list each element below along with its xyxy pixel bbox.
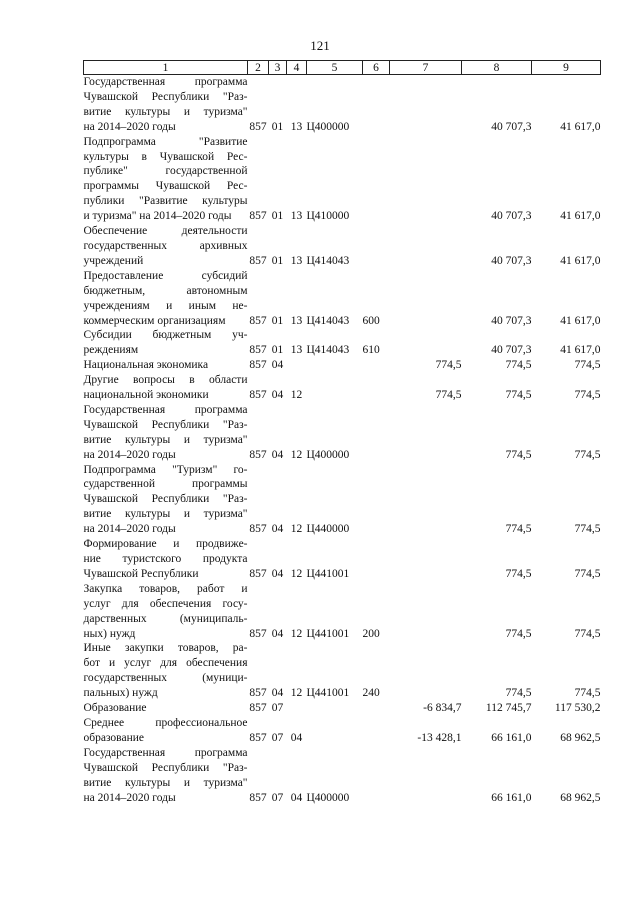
row-name-line: витие культуры и туризма" <box>83 508 248 521</box>
expense-type-code: 600 <box>362 314 380 327</box>
row-name-line: услуг для обеспечения госу- <box>83 597 248 610</box>
row-name <box>84 463 248 538</box>
section-code: 04 <box>271 627 284 640</box>
section-code: 07 <box>271 791 284 804</box>
row-name-line: коммерческим организациям <box>83 314 226 327</box>
expense-type-code: 240 <box>362 687 380 700</box>
amount-year-1: 40 707,3 <box>491 344 532 357</box>
amount-year-2: 41 617,0 <box>560 254 601 267</box>
subsection-code <box>287 701 307 716</box>
target-article-code <box>307 373 363 403</box>
amount-year-2: 41 617,0 <box>560 344 601 357</box>
row-name-line: национальной экономики <box>83 389 209 402</box>
amount-change <box>390 269 462 329</box>
row-name-line: государственных архивных <box>83 239 248 252</box>
amount-change: -13 428,1 <box>417 731 462 744</box>
expense-type-code <box>363 463 390 538</box>
amount-change <box>390 746 462 806</box>
row-name <box>84 403 248 463</box>
header-cell: 7 <box>390 61 462 75</box>
row-name-line: дарственных (муниципаль- <box>83 612 248 625</box>
admin-code: 857 <box>249 389 267 402</box>
row-name <box>84 269 248 329</box>
row-name-line: Государственная программа <box>83 746 248 759</box>
row-name-line: Обеспечение деятельности <box>83 225 248 238</box>
expense-type-code <box>363 75 390 135</box>
row-name <box>84 373 248 403</box>
amount-year-2: 774,5 <box>574 523 601 536</box>
admin-code: 857 <box>249 120 267 133</box>
admin-code: 857 <box>249 523 267 536</box>
amount-year-1: 40 707,3 <box>491 120 532 133</box>
amount-change <box>390 537 462 582</box>
row-name-line: Чувашской Республики "Раз- <box>83 90 248 103</box>
row-name-line: культуры в Чувашской Рес- <box>83 150 248 163</box>
amount-year-1: 774,5 <box>505 448 532 461</box>
section-code: 04 <box>271 448 284 461</box>
admin-code: 857 <box>249 448 267 461</box>
target-article-code: Ц441001 <box>306 567 350 580</box>
expense-type-code <box>363 701 390 716</box>
amount-year-2: 68 962,5 <box>560 791 601 804</box>
row-name-line: Формирование и продвиже- <box>83 538 248 551</box>
admin-code: 857 <box>249 314 267 327</box>
target-article-code <box>307 716 363 746</box>
header-cell: 4 <box>287 61 307 75</box>
row-name-line: на 2014–2020 годы <box>83 448 176 461</box>
amount-year-1: 40 707,3 <box>491 254 532 267</box>
amount-year-1: 112 745,7 <box>485 702 532 715</box>
subsection-code: 13 <box>290 314 303 327</box>
section-code: 07 <box>271 731 284 744</box>
header-cell: 2 <box>248 61 269 75</box>
section-code: 04 <box>271 389 284 402</box>
amount-change <box>390 463 462 538</box>
subsection-code: 13 <box>290 120 303 133</box>
row-name-line: витие культуры и туризма" <box>83 433 248 446</box>
row-name-line: Субсидии бюджетным уч- <box>83 329 248 342</box>
header-cell: 1 <box>84 61 248 75</box>
table-row <box>84 746 601 806</box>
row-name <box>84 716 248 746</box>
admin-code: 857 <box>249 210 267 223</box>
row-name-line: бот и услуг для обеспечения <box>83 657 248 670</box>
row-name-line: публики "Развитие культуры <box>83 195 248 208</box>
section-code: 04 <box>271 687 284 700</box>
target-article-code: Ц400000 <box>306 448 350 461</box>
row-name <box>84 537 248 582</box>
target-article-code: Ц414043 <box>306 314 350 327</box>
header-cell: 3 <box>269 61 287 75</box>
table-row <box>84 403 601 463</box>
amount-year-2: 774,5 <box>574 448 601 461</box>
row-name-line: Подпрограмма "Туризм" го- <box>83 463 248 476</box>
section-code: 01 <box>271 344 284 357</box>
row-name-line: Чувашской Республики "Раз- <box>83 418 248 431</box>
subsection-code: 13 <box>290 210 303 223</box>
amount-year-2: 774,5 <box>574 567 601 580</box>
row-name <box>84 75 248 135</box>
table-row <box>84 701 601 716</box>
section-code: 01 <box>271 210 284 223</box>
admin-code: 857 <box>249 791 267 804</box>
amount-change <box>390 403 462 463</box>
amount-change <box>390 582 462 642</box>
expense-type-code <box>363 135 390 224</box>
subsection-code: 12 <box>290 627 303 640</box>
expense-type-code <box>363 716 390 746</box>
table-body <box>84 75 601 806</box>
row-name-line: Национальная экономика <box>83 359 209 372</box>
expense-type-code <box>363 537 390 582</box>
row-name-line: государственных (муници- <box>83 672 248 685</box>
section-code: 04 <box>271 359 284 372</box>
target-article-code: Ц414043 <box>306 254 350 267</box>
subsection-code: 12 <box>290 448 303 461</box>
target-article-code <box>307 701 363 716</box>
section-code: 07 <box>271 702 284 715</box>
row-name-line: Иные закупки товаров, ра- <box>83 642 248 655</box>
target-article-code: Ц441001 <box>306 627 350 640</box>
row-name-line: пальных) нужд <box>83 687 158 700</box>
amount-year-2: 68 962,5 <box>560 731 601 744</box>
row-name-line: Предоставление субсидий <box>83 269 248 282</box>
expense-type-code <box>363 358 390 373</box>
amount-change <box>390 135 462 224</box>
amount-year-2: 774,5 <box>574 627 601 640</box>
amount-year-2: 41 617,0 <box>560 120 601 133</box>
amount-year-1: 40 707,3 <box>491 210 532 223</box>
row-name-line: ние туристского продукта <box>83 553 248 565</box>
table-header-row <box>84 61 601 75</box>
row-name-line: на 2014–2020 годы <box>83 791 176 804</box>
subsection-code: 12 <box>290 523 303 536</box>
subsection-code: 12 <box>290 567 303 580</box>
target-article-code: Ц441001 <box>306 687 350 700</box>
admin-code: 857 <box>249 702 267 715</box>
amount-year-1: 774,5 <box>505 389 532 402</box>
row-name-line: Среднее профессиональное <box>83 716 248 729</box>
expense-type-code: 610 <box>362 344 380 357</box>
amount-change: 774,5 <box>435 389 462 402</box>
amount-change: 774,5 <box>435 359 462 372</box>
table-row <box>84 358 601 373</box>
amount-change: -6 834,7 <box>423 702 462 715</box>
row-name <box>84 328 248 358</box>
admin-code: 857 <box>249 344 267 357</box>
subsection-code: 12 <box>290 389 303 402</box>
expense-type-code <box>363 403 390 463</box>
row-name <box>84 746 248 806</box>
table-row <box>84 537 601 582</box>
row-name-line: учреждениям и иным не- <box>83 299 248 312</box>
row-name-line: Государственная программа <box>83 403 248 416</box>
section-code: 01 <box>271 314 284 327</box>
amount-year-2: 41 617,0 <box>560 314 601 327</box>
row-name <box>84 135 248 224</box>
page-number: 121 <box>310 38 330 53</box>
amount-year-1: 774,5 <box>505 523 532 536</box>
amount-year-1: 66 161,0 <box>491 731 532 744</box>
subsection-code: 13 <box>290 344 303 357</box>
row-name-line: Подпрограмма "Развитие <box>83 135 248 148</box>
row-name-line: Чувашской Республики <box>83 567 199 580</box>
table-row <box>84 373 601 403</box>
section-code: 04 <box>271 567 284 580</box>
expense-type-code: 200 <box>362 627 380 640</box>
target-article-code: Ц400000 <box>306 120 350 133</box>
amount-change <box>390 328 462 358</box>
amount-year-1: 774,5 <box>505 567 532 580</box>
amount-change <box>390 641 462 701</box>
admin-code: 857 <box>249 731 267 744</box>
row-name <box>84 224 248 269</box>
target-article-code <box>307 358 363 373</box>
table-row <box>84 328 601 358</box>
amount-year-1: 774,5 <box>505 359 532 372</box>
row-name-line: ных) нужд <box>83 627 136 640</box>
budget-table <box>83 60 601 805</box>
table-row <box>84 716 601 746</box>
row-name-line: публике" государственной <box>83 165 248 178</box>
amount-year-2: 41 617,0 <box>560 210 601 223</box>
row-name <box>84 701 248 716</box>
table-row <box>84 582 601 642</box>
row-name-line: на 2014–2020 годы <box>83 120 176 133</box>
table-row <box>84 463 601 538</box>
row-name-line: Чувашской Республики "Раз- <box>83 761 248 774</box>
admin-code: 857 <box>249 567 267 580</box>
row-name-line: и туризма" на 2014–2020 годы <box>83 210 232 223</box>
target-article-code: Ц414043 <box>306 344 350 357</box>
row-name-line: учреждений <box>83 254 144 267</box>
row-name-line: реждениям <box>83 344 139 357</box>
row-name <box>84 358 248 373</box>
row-name-line: сударственной программы <box>83 478 248 491</box>
row-name-line: Образование <box>83 702 147 715</box>
row-name-line: витие культуры и туризма" <box>83 105 248 118</box>
header-cell: 6 <box>363 61 390 75</box>
table-row <box>84 641 601 701</box>
subsection-code <box>287 358 307 373</box>
amount-change <box>390 224 462 269</box>
target-article-code: Ц410000 <box>306 210 350 223</box>
row-name-line: витие культуры и туризма" <box>83 776 248 789</box>
amount-year-2: 117 530,2 <box>554 702 601 715</box>
subsection-code: 04 <box>290 791 303 804</box>
amount-change <box>390 75 462 135</box>
table-row <box>84 224 601 269</box>
table-row <box>84 135 601 224</box>
amount-year-1: 774,5 <box>505 627 532 640</box>
amount-year-2: 774,5 <box>574 359 601 372</box>
row-name <box>84 582 248 642</box>
row-name-line: на 2014–2020 годы <box>83 523 176 536</box>
table-row <box>84 75 601 135</box>
section-code: 01 <box>271 254 284 267</box>
amount-year-2: 774,5 <box>574 687 601 700</box>
row-name-line: Другие вопросы в области <box>83 374 248 387</box>
header-cell: 5 <box>307 61 363 75</box>
row-name <box>84 641 248 701</box>
section-code: 01 <box>271 120 284 133</box>
target-article-code: Ц400000 <box>306 791 350 804</box>
amount-year-2: 774,5 <box>574 389 601 402</box>
subsection-code: 04 <box>290 731 303 744</box>
row-name-line: образование <box>83 731 144 744</box>
amount-year-1: 66 161,0 <box>491 791 532 804</box>
subsection-code: 13 <box>290 254 303 267</box>
header-cell: 8 <box>462 61 532 75</box>
admin-code: 857 <box>249 254 267 267</box>
expense-type-code <box>363 224 390 269</box>
header-cell: 9 <box>532 61 601 75</box>
row-name-line: бюджетным, автономным <box>83 284 248 297</box>
amount-year-1: 774,5 <box>505 687 532 700</box>
target-article-code: Ц440000 <box>306 523 350 536</box>
admin-code: 857 <box>249 359 267 372</box>
expense-type-code <box>363 373 390 403</box>
expense-type-code <box>363 746 390 806</box>
table-row <box>84 269 601 329</box>
row-name-line: Закупка товаров, работ и <box>83 582 248 595</box>
amount-year-1: 40 707,3 <box>491 314 532 327</box>
row-name-line: Чувашской Республики "Раз- <box>83 493 248 506</box>
admin-code: 857 <box>249 687 267 700</box>
subsection-code: 12 <box>290 687 303 700</box>
row-name-line: программы Чувашской Рес- <box>83 180 248 193</box>
section-code: 04 <box>271 523 284 536</box>
row-name-line: Государственная программа <box>83 76 248 88</box>
admin-code: 857 <box>249 627 267 640</box>
